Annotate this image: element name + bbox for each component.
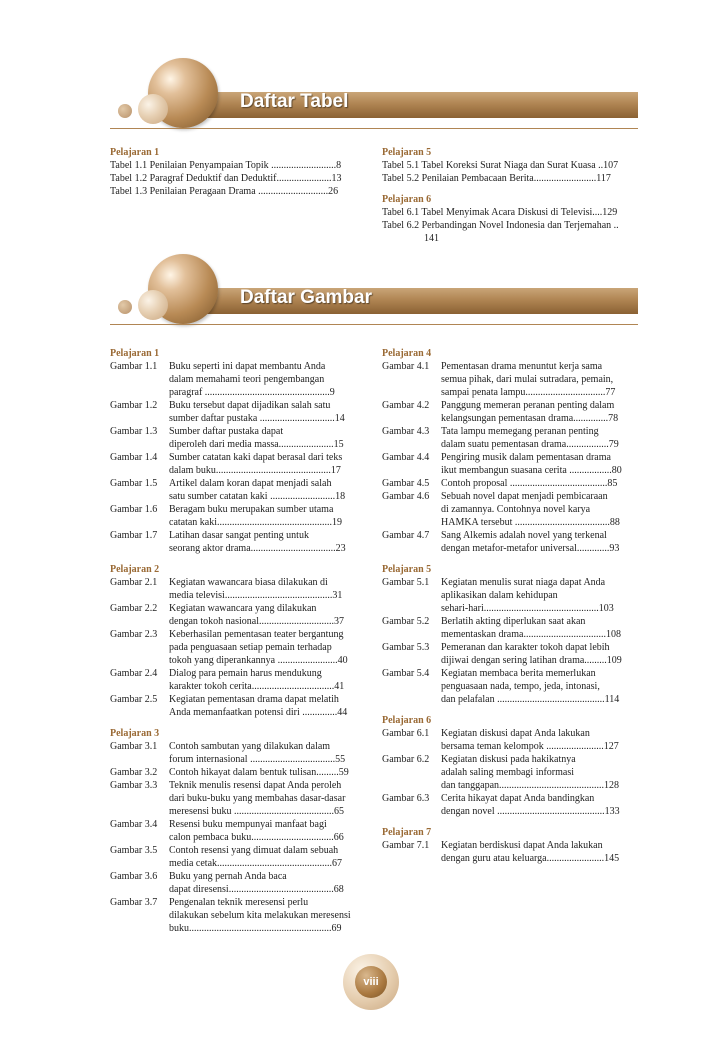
caption-line: Pemeranan dan karakter tokoh dapat lebih [441, 642, 610, 653]
caption-line: Kegiatan pementasan drama dapat melatih [169, 694, 339, 705]
section-heading: Pelajaran 5 [382, 147, 432, 158]
caption-line: Beragam buku merupakan sumber utama [169, 504, 334, 515]
caption-line: Sumber catatan kaki dapat berasal dari teks [169, 452, 343, 463]
caption-line: Contoh sambutan yang dilakukan dalam [169, 741, 331, 752]
figure-caption [441, 641, 640, 667]
caption-line: paragraf ..................................................9 [169, 387, 335, 398]
figure-label: Gambar 2.3 [110, 629, 158, 640]
figure-entry [382, 490, 640, 529]
decor-sphere-dot [118, 300, 132, 314]
figure-label: Gambar 6.1 [382, 728, 430, 739]
caption-line: dengan novel ...........................................133 [441, 806, 620, 817]
section-heading: Pelajaran 1 [110, 348, 160, 359]
caption-line: media cetak..............................................67 [169, 858, 343, 869]
figure-label: Gambar 7.1 [382, 840, 430, 851]
figure-label: Gambar 4.4 [382, 452, 430, 463]
figure-entry [110, 766, 372, 779]
figure-label: Gambar 1.3 [110, 426, 158, 437]
section-spacer [110, 719, 372, 727]
section-spacer [382, 185, 638, 193]
figure-caption [441, 451, 640, 477]
figure-caption [169, 779, 372, 818]
figure-label: Gambar 2.4 [110, 668, 158, 679]
section-heading: Pelajaran 4 [382, 348, 432, 359]
figure-entry [110, 451, 372, 477]
caption-line: Anda memanfaatkan potensi diri ..............44 [169, 707, 348, 718]
gambar-left-column [110, 347, 372, 935]
figure-entry [110, 360, 372, 399]
figure-caption [169, 818, 372, 844]
figure-caption [169, 740, 372, 766]
caption-line: dengan tokoh nasional..............................37 [169, 616, 344, 627]
figure-caption [441, 615, 640, 641]
caption-line: dalam memahami teori pengembangan [169, 374, 325, 385]
caption-line: Panggung memeran peranan penting dalam [441, 400, 615, 411]
figure-entry [382, 360, 640, 399]
caption-line: karakter tokoh cerita.................................41 [169, 681, 345, 692]
figure-caption [169, 425, 372, 451]
figure-caption [169, 451, 372, 477]
figure-caption [169, 693, 372, 719]
figure-entry [382, 399, 640, 425]
table-entry: Tabel 1.2 Paragraf Deduktif dan Deduktif......................13 [110, 173, 342, 184]
tabel-right-column [382, 146, 638, 245]
caption-line: Contoh proposal .......................................85 [441, 478, 618, 489]
figure-label: Gambar 4.3 [382, 426, 430, 437]
table-entry: Tabel 1.3 Penilaian Peragaan Drama ............................26 [110, 186, 339, 197]
caption-line: Dialog para pemain harus mendukung [169, 668, 322, 679]
caption-line: Buku tersebut dapat dijadikan salah satu [169, 400, 331, 411]
section-spacer [382, 706, 640, 714]
caption-line: sampai penata lampu................................77 [441, 387, 616, 398]
figure-entry [382, 727, 640, 753]
caption-line: dalam suatu pementasan drama.................79 [441, 439, 619, 450]
caption-line: Buku seperti ini dapat membantu Anda [169, 361, 326, 372]
caption-line: Cerita hikayat dapat Anda bandingkan [441, 793, 595, 804]
caption-line: Sang Alkemis adalah novel yang terkenal [441, 530, 607, 541]
figure-entry [110, 844, 372, 870]
figure-caption [441, 425, 640, 451]
figure-label: Gambar 1.1 [110, 361, 158, 372]
caption-line: Buku yang pernah Anda baca [169, 871, 287, 882]
caption-line: dilakukan sebelum kita melakukan meresensi [169, 910, 351, 921]
daftar-gambar-rule [110, 324, 638, 325]
figure-caption [169, 602, 372, 628]
section-spacer [382, 555, 640, 563]
figure-caption [169, 844, 372, 870]
figure-label: Gambar 3.3 [110, 780, 158, 791]
figure-caption [169, 667, 372, 693]
caption-line: media televisi...........................................31 [169, 590, 343, 601]
decor-sphere-small [138, 94, 168, 124]
figure-entry [110, 425, 372, 451]
figure-entry [110, 576, 372, 602]
figure-caption [169, 399, 372, 425]
figure-entry [382, 425, 640, 451]
figure-caption [441, 792, 640, 818]
caption-line: satu sumber catatan kaki ..........................18 [169, 491, 346, 502]
figure-entry [110, 477, 372, 503]
caption-line: Kegiatan diskusi pada hakikatnya [441, 754, 576, 765]
figure-entry [382, 792, 640, 818]
caption-line: dengan guru atau keluarga.......................145 [441, 853, 620, 864]
figure-caption [441, 839, 640, 865]
section-heading: Pelajaran 6 [382, 715, 432, 726]
caption-line: calon pembaca buku.................................66 [169, 832, 344, 843]
figure-caption [169, 503, 372, 529]
caption-line: dan tanggapan..........................................128 [441, 780, 620, 791]
caption-line: sehari-hari..............................................103 [441, 603, 614, 614]
table-entry: Tabel 1.1 Penilaian Penyampaian Topik ..........................8 [110, 160, 342, 171]
daftar-gambar-title: Daftar Gambar [240, 287, 372, 308]
figure-caption [441, 477, 640, 490]
caption-line: tokoh yang diperankannya ........................40 [169, 655, 348, 666]
figure-label: Gambar 5.3 [382, 642, 430, 653]
figure-label: Gambar 3.1 [110, 741, 158, 752]
daftar-tabel-rule [110, 128, 638, 129]
figure-caption [169, 360, 372, 399]
caption-line: Artikel dalam koran dapat menjadi salah [169, 478, 332, 489]
figure-entry [110, 779, 372, 818]
decor-sphere-dot [118, 104, 132, 118]
figure-caption [441, 360, 640, 399]
figure-entry [382, 641, 640, 667]
caption-line: Kegiatan berdiskusi dapat Anda lakukan [441, 840, 603, 851]
caption-line: mementaskan drama.................................108 [441, 629, 621, 640]
caption-line: Pementasan drama menuntut kerja sama [441, 361, 603, 372]
figure-label: Gambar 6.3 [382, 793, 430, 804]
page-number: viii [363, 976, 379, 988]
table-entry: Tabel 5.2 Penilaian Pembacaan Berita.........................117 [382, 173, 611, 184]
caption-line: dijiwai dengan sering latihan drama.........109 [441, 655, 622, 666]
section-heading: Pelajaran 1 [110, 147, 160, 158]
daftar-tabel-title: Daftar Tabel [240, 91, 349, 112]
caption-line: Tata lampu memegang peranan penting [441, 426, 599, 437]
caption-line: diperoleh dari media massa......................15 [169, 439, 344, 450]
caption-line: forum internasional ..................................55 [169, 754, 346, 765]
figure-label: Gambar 1.6 [110, 504, 158, 515]
caption-line: aplikasikan dalam kehidupan [441, 590, 558, 601]
table-entry: Tabel 6.1 Tabel Menyimak Acara Diskusi di Televisi....129 [382, 207, 618, 218]
figure-entry [110, 818, 372, 844]
figure-entry [110, 628, 372, 667]
figure-label: Gambar 4.6 [382, 491, 430, 502]
caption-line: dari buku-buku yang membahas dasar-dasar [169, 793, 346, 804]
caption-line: Kegiatan membaca berita memerlukan [441, 668, 596, 679]
figure-caption [169, 576, 372, 602]
page-number-badge [343, 954, 399, 1010]
figure-label: Gambar 4.1 [382, 361, 430, 372]
figure-caption [441, 753, 640, 792]
figure-entry [110, 693, 372, 719]
section-heading: Pelajaran 2 [110, 564, 160, 575]
caption-line: ikut membangun suasana cerita .................80 [441, 465, 622, 476]
figure-label: Gambar 1.4 [110, 452, 158, 463]
table-entry: Tabel 5.1 Tabel Koreksi Surat Niaga dan Surat Kuasa ..107 [382, 160, 619, 171]
figure-label: Gambar 4.5 [382, 478, 430, 489]
figure-label: Gambar 6.2 [382, 754, 430, 765]
caption-line: sumber daftar pustaka ..............................14 [169, 413, 345, 424]
figure-label: Gambar 5.1 [382, 577, 430, 588]
figure-label: Gambar 2.2 [110, 603, 158, 614]
figure-entry [382, 667, 640, 706]
figure-caption [169, 766, 372, 779]
figure-entry [382, 477, 640, 490]
section-spacer [382, 818, 640, 826]
banner-bar [150, 92, 638, 118]
tabel-left-column [110, 146, 368, 198]
caption-line: dalam buku..............................................17 [169, 465, 341, 476]
caption-line: meresensi buku ........................................65 [169, 806, 344, 817]
figure-caption [169, 477, 372, 503]
gambar-right-column [382, 347, 640, 865]
caption-line: Sumber daftar pustaka dapat [169, 426, 284, 437]
caption-line: Kegiatan wawancara biasa dilakukan di [169, 577, 328, 588]
caption-line: bersama teman kelompok .......................127 [441, 741, 619, 752]
table-entry: 141 [424, 233, 439, 244]
figure-label: Gambar 3.5 [110, 845, 158, 856]
figure-label: Gambar 2.5 [110, 694, 158, 705]
figure-caption [169, 529, 372, 555]
figure-label: Gambar 1.2 [110, 400, 158, 411]
caption-line: Latihan dasar sangat penting untuk [169, 530, 309, 541]
section-heading: Pelajaran 7 [382, 827, 432, 838]
caption-line: dengan metafor-metafor universal.............93 [441, 543, 620, 554]
decor-sphere-small [138, 290, 168, 320]
figure-caption [441, 727, 640, 753]
caption-line: Kegiatan menulis surat niaga dapat Anda [441, 577, 606, 588]
caption-line: kelangsungan pementasan drama..............78 [441, 413, 619, 424]
caption-line: Pengiring musik dalam pementasan drama [441, 452, 611, 463]
figure-label: Gambar 3.4 [110, 819, 158, 830]
section-spacer [110, 555, 372, 563]
figure-caption [169, 870, 372, 896]
figure-entry [110, 870, 372, 896]
caption-line: penguasaan nada, tempo, jeda, intonasi, [441, 681, 600, 692]
figure-caption [441, 399, 640, 425]
figure-label: Gambar 3.7 [110, 897, 158, 908]
caption-line: Keberhasilan pementasan teater bergantung [169, 629, 344, 640]
figure-caption [441, 490, 640, 529]
banner-bar [150, 288, 638, 314]
figure-label: Gambar 5.2 [382, 616, 430, 627]
figure-label: Gambar 1.5 [110, 478, 158, 489]
section-heading: Pelajaran 5 [382, 564, 432, 575]
caption-line: dapat diresensi..........................................68 [169, 884, 344, 895]
caption-line: semua pihak, dari mulai sutradara, pemain, [441, 374, 614, 385]
figure-caption [169, 628, 372, 667]
caption-line: catatan kaki..............................................19 [169, 517, 343, 528]
caption-line: buku.........................................................69 [169, 923, 342, 934]
figure-entry [382, 839, 640, 865]
caption-line: Resensi buku mempunyai manfaat bagi [169, 819, 327, 830]
caption-line: Berlatih akting diperlukan saat akan [441, 616, 586, 627]
figure-entry [110, 399, 372, 425]
figure-caption [441, 576, 640, 615]
figure-entry [382, 615, 640, 641]
table-entry: Tabel 6.2 Perbandingan Novel Indonesia dan Terjemahan .. [382, 220, 619, 231]
figure-label: Gambar 3.2 [110, 767, 158, 778]
figure-entry [382, 753, 640, 792]
caption-line: seorang aktor drama..................................23 [169, 543, 346, 554]
figure-entry [110, 667, 372, 693]
caption-line: Kegiatan wawancara yang dilakukan [169, 603, 317, 614]
caption-line: pada penguasaan setiap pemain terhadap [169, 642, 332, 653]
caption-line: Contoh resensi yang dimuat dalam sebuah [169, 845, 339, 856]
caption-line: Contoh hikayat dalam bentuk tulisan.........59 [169, 767, 349, 778]
figure-caption [169, 896, 372, 935]
figure-entry [110, 602, 372, 628]
section-heading: Pelajaran 3 [110, 728, 160, 739]
figure-label: Gambar 3.6 [110, 871, 158, 882]
figure-label: Gambar 5.4 [382, 668, 430, 679]
page-badge-core [355, 966, 387, 998]
figure-label: Gambar 2.1 [110, 577, 158, 588]
figure-caption [441, 529, 640, 555]
caption-line: HAMKA tersebut ......................................88 [441, 517, 620, 528]
caption-line: di zamannya. Contohnya novel karya [441, 504, 591, 515]
figure-label: Gambar 4.7 [382, 530, 430, 541]
figure-caption [441, 667, 640, 706]
caption-line: Teknik menulis resensi dapat Anda peroleh [169, 780, 342, 791]
caption-line: Pengenalan teknik meresensi perlu [169, 897, 309, 908]
figure-entry [382, 576, 640, 615]
figure-entry [110, 529, 372, 555]
figure-entry [110, 503, 372, 529]
figure-label: Gambar 4.2 [382, 400, 430, 411]
caption-line: Kegiatan diskusi dapat Anda lakukan [441, 728, 590, 739]
figure-entry [382, 529, 640, 555]
caption-line: Sebuah novel dapat menjadi pembicaraan [441, 491, 608, 502]
figure-entry [110, 896, 372, 935]
figure-entry [110, 740, 372, 766]
section-heading: Pelajaran 6 [382, 194, 432, 205]
figure-label: Gambar 1.7 [110, 530, 158, 541]
figure-entry [382, 451, 640, 477]
caption-line: dan pelafalan ...........................................114 [441, 694, 620, 705]
caption-line: adalah saling membagi informasi [441, 767, 575, 778]
